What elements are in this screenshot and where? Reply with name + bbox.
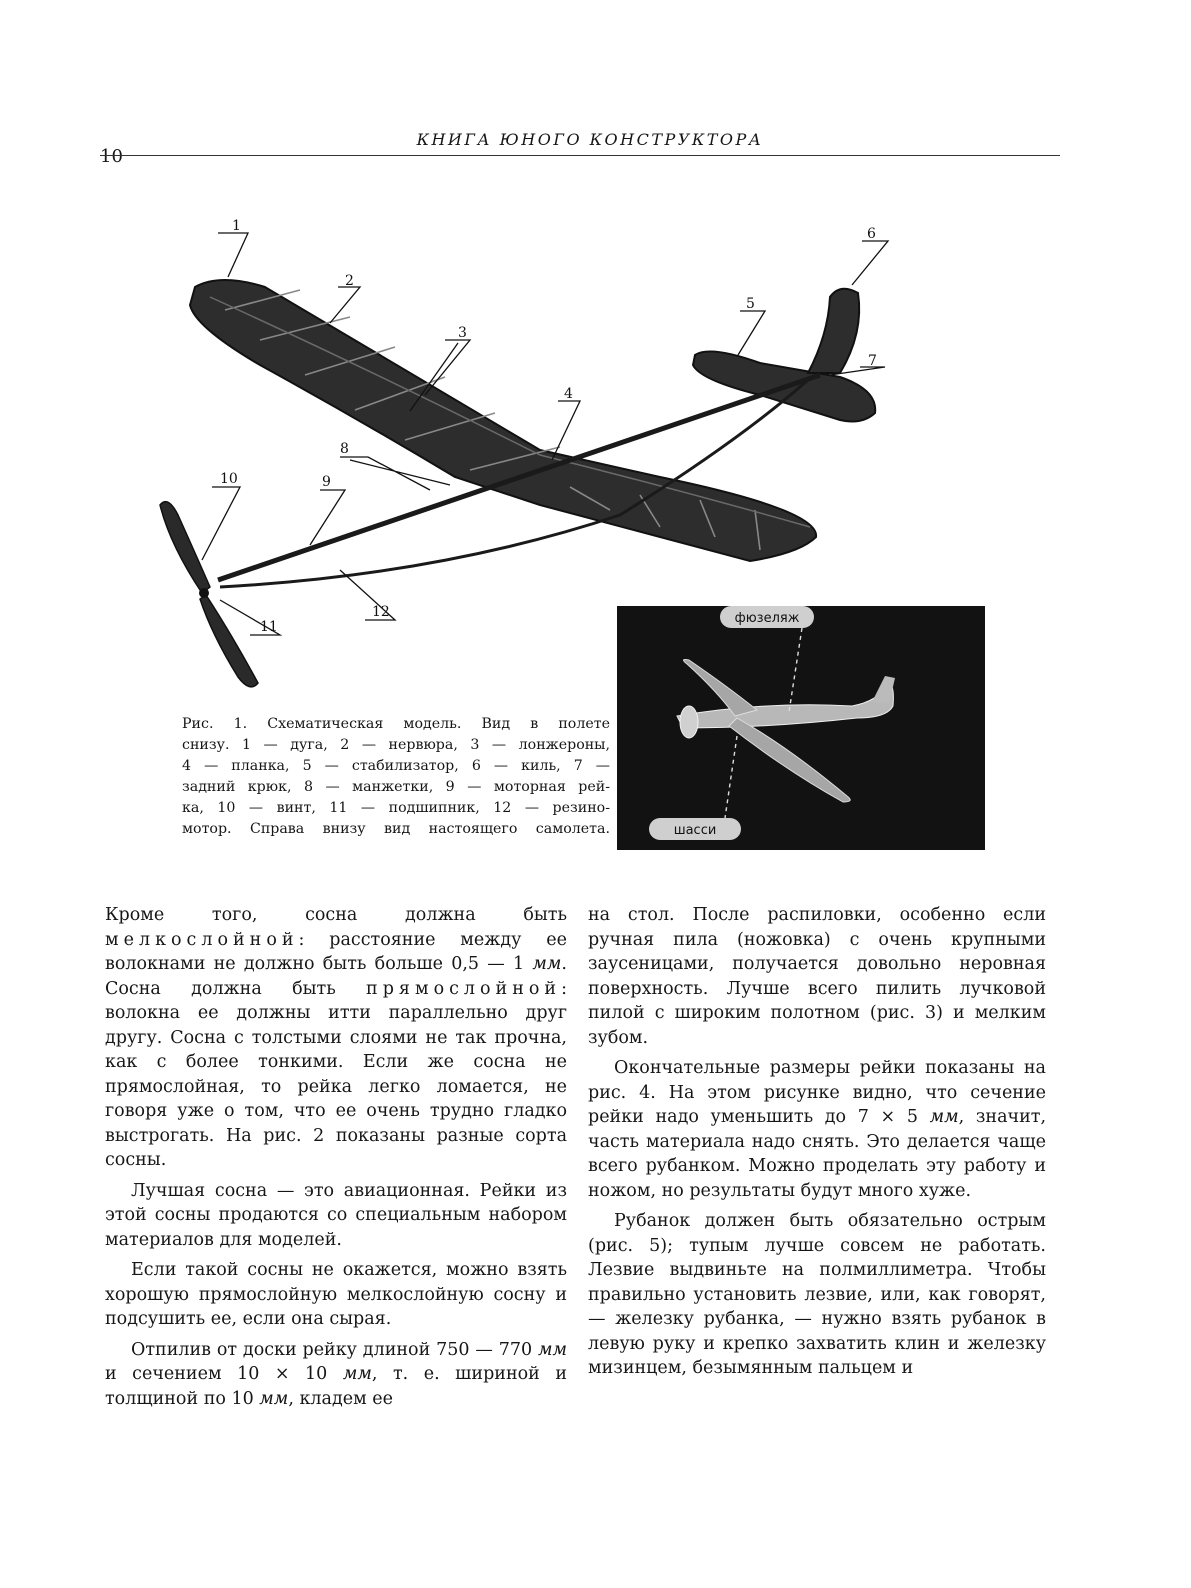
label-5: 5 xyxy=(746,296,755,312)
paragraph: на стол. После распиловки, особенно если ручная пила (ножовка) с очень крупными заусеницами, получается довольно неровная поверхность. Лучше всего пилить лучковой пилой с широким полотном (рис. 3) и мелким зубом. xyxy=(588,905,1046,1048)
label-12: 12 xyxy=(372,604,390,620)
propeller xyxy=(160,502,258,687)
caption-line: Рис. 1. Схематическая модель. Вид в полете xyxy=(182,716,610,732)
figure-caption xyxy=(182,714,610,840)
fin xyxy=(808,289,859,373)
paragraph: Рубанок должен быть обязательно острым (рис. 5); тупым лучше совсем не работать. Лезвие выдвиньте на полмиллиметра. Чтобы правильно установить лезвие, или, как говорят, — железку рубанка, — нужно взять рубанок в левую руку и крепко захватить клин и железку мизинцем, безымянным пальцем и xyxy=(588,1211,1046,1378)
page-number: 10 xyxy=(100,146,123,167)
label-7: 7 xyxy=(868,353,877,369)
left-column xyxy=(105,903,567,1417)
label-4: 4 xyxy=(564,386,573,402)
paragraph: Лучшая сосна — это авиационная. Рейки из этой сосны продаются со специальным набором материалов для моделей. xyxy=(105,1180,567,1250)
label-10: 10 xyxy=(220,471,238,487)
label-6: 6 xyxy=(867,226,876,242)
paragraph: Окончательные размеры рейки показаны на рис. 4. На этом рисунке видно, что сечение рейки надо уменьшить до 7 × 5 мм, значит, часть материала надо снять. Это делается чаще всего рубанком. Можно проделать эту работу и ножом, но результаты будут много хуже. xyxy=(588,1058,1047,1201)
label-9: 9 xyxy=(322,474,331,490)
label-3: 3 xyxy=(458,325,467,341)
caption-line: мотор. Справа внизу вид настоящего самолета. xyxy=(182,821,610,837)
paragraph: Если такой сосны не окажется, можно взять хорошую прямослойную мелкослойную сосну и подсушить ее, если она сырая. xyxy=(105,1260,567,1329)
caption-line: ка, 10 — винт, 11 — подшипник, 12 — резино- xyxy=(182,800,610,816)
label-8: 8 xyxy=(340,441,349,457)
leader-lines xyxy=(202,233,888,635)
main-wing xyxy=(190,280,816,561)
photo-label-landing-gear: шасси xyxy=(673,823,717,838)
real-airplane-photo xyxy=(617,606,985,850)
label-11: 11 xyxy=(260,619,278,635)
caption-line: снизу. 1 — дуга, 2 — нервюра, 3 — лонжероны, xyxy=(182,737,610,753)
running-title: КНИГА ЮНОГО КОНСТРУКТОРА xyxy=(416,130,764,149)
paragraph: Кроме того, сосна должна быть мелкослойной: расстояние между ее волокнами не должно быть больше 0,5 — 1 мм. Сосна должна быть прямослойной: волокна ее должны итти параллельно друг другу. Сосна с толстыми слоями не так прочна, как с более тонкими. Если же сосна не прямослойная, то рейка легко ломается, не говоря уже о том, что ее очень трудно гладко выстрогать. На рис. 2 показаны разные сорта сосны. xyxy=(105,905,567,1170)
caption-line: задний крюк, 8 — манжетки, 9 — моторная рей- xyxy=(182,779,610,795)
photo-label-fuselage: фюзеляж xyxy=(734,611,800,626)
caption-line: 4 — планка, 5 — стабилизатор, 6 — киль, 7 — xyxy=(182,758,610,774)
right-column xyxy=(588,903,1046,1387)
label-2: 2 xyxy=(345,273,354,289)
paragraph: Отпилив от доски рейку длиной 750 — 770 мм и сечением 10 × 10 мм, т. е. шириной и толщиной по 10 мм, кладем ее xyxy=(105,1339,567,1409)
label-1: 1 xyxy=(232,218,241,234)
header-rule xyxy=(100,155,1060,156)
